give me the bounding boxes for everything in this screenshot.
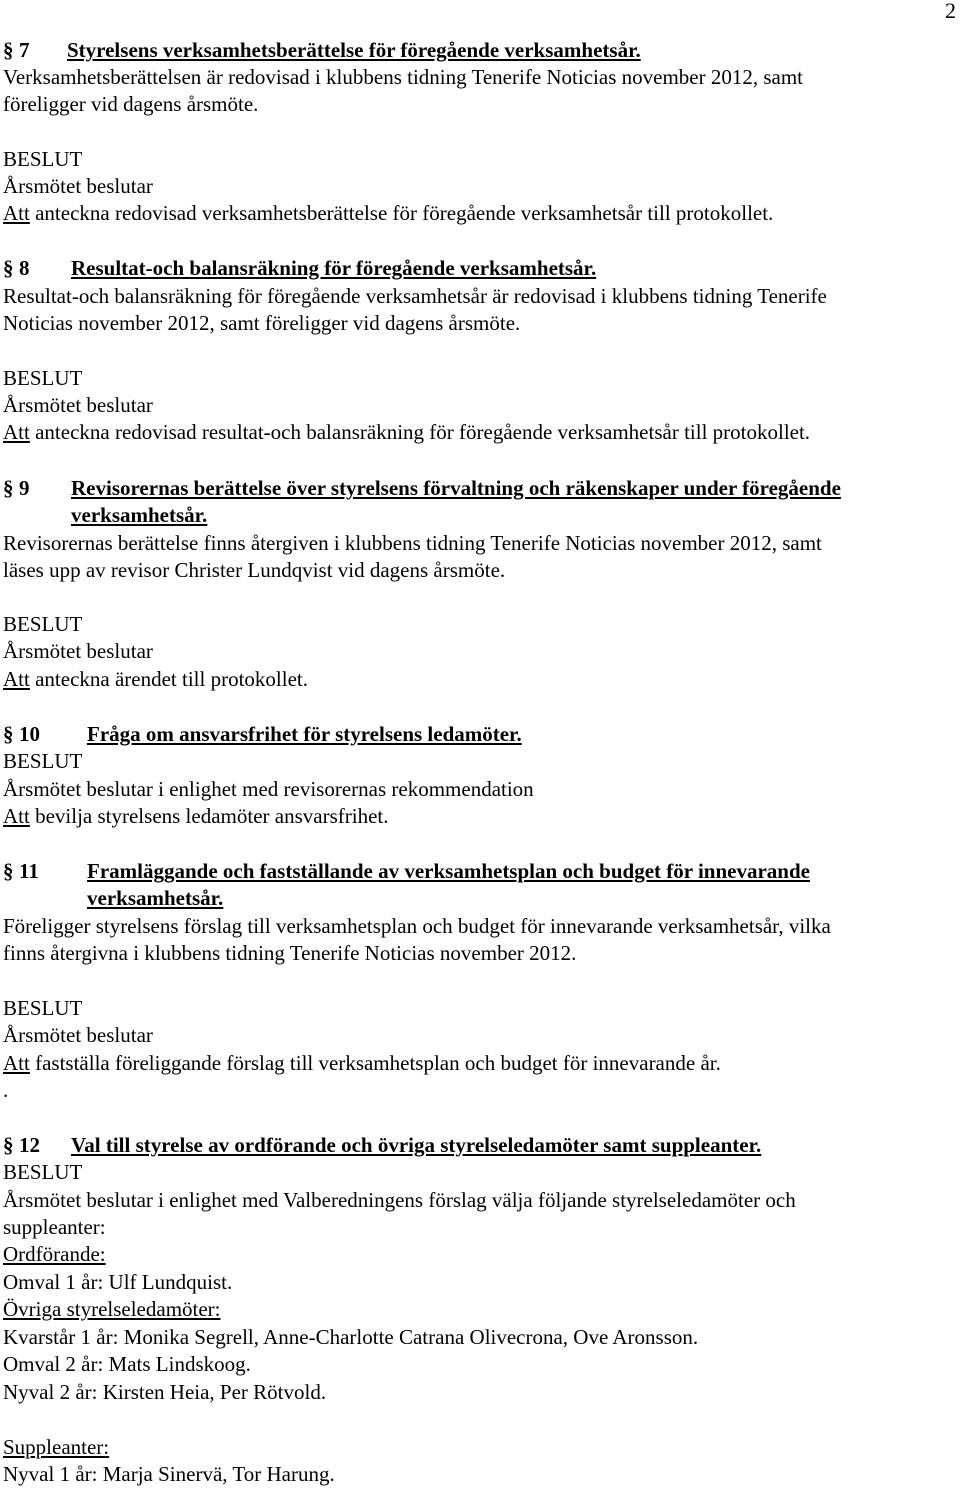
section-10-heading: [3, 722, 522, 746]
section-sign: §: [3, 859, 14, 883]
ordforande-label: [3, 1242, 106, 1266]
section-number: 12: [19, 1133, 40, 1157]
att-word: Att: [3, 1051, 30, 1075]
ovriga-value-3: Nyval 2 år: Kirsten Heia, Per Rötvold.: [3, 1380, 327, 1404]
att-text: anteckna redovisad resultat-och balansräkning för föregående verksamhetsår till protokollet.: [29, 420, 811, 444]
section-title: Val till styrelse av ordförande och övriga styrelseledamöter samt suppleanter.: [71, 1133, 762, 1157]
section-12-beslut-label: BESLUT: [3, 1160, 83, 1184]
section-title-line-1: Framläggande och fastställande av verksamhetsplan och budget för innevarande: [87, 859, 810, 883]
section-sign: §: [3, 256, 14, 280]
suppleanter-value: Nyval 1 år: Marja Sinervä, Tor Harung.: [3, 1462, 335, 1486]
suppleanter-label-text: Suppleanter:: [3, 1435, 110, 1459]
section-title-line-2: verksamhetsår.: [87, 886, 224, 910]
section-11-heading: [3, 859, 810, 883]
section-11-body-line-1: Föreligger styrelsens förslag till verksamhetsplan och budget för innevarande verksamhetsår, vilka: [3, 914, 831, 938]
section-12-beslut-text-line-2: suppleanter:: [3, 1215, 106, 1239]
section-number: 7: [19, 38, 30, 62]
section-sign: §: [3, 1133, 14, 1157]
section-11-beslut-text: Årsmötet beslutar: [3, 1023, 153, 1047]
section-8-beslut-label: BESLUT: [3, 366, 83, 390]
att-text: bevilja styrelsens ledamöter ansvarsfrihet.: [29, 804, 389, 828]
section-9-body-line-2: läses upp av revisor Christer Lundqvist vid dagens årsmöte.: [3, 558, 506, 582]
ovriga-value-1: Kvarstår 1 år: Monika Segrell, Anne-Charlotte Catrana Olivecrona, Ove Aronsson.: [3, 1325, 699, 1349]
section-9-heading: [3, 476, 841, 500]
section-title-line-2: verksamhetsår.: [71, 503, 208, 527]
att-word: Att: [3, 804, 30, 828]
section-12-heading: [3, 1133, 761, 1157]
suppleanter-label: [3, 1435, 109, 1459]
section-8-heading: [3, 256, 596, 280]
section-number: 11: [19, 859, 39, 883]
section-11-att-line: [3, 1051, 721, 1075]
section-7-body-line-2: föreligger vid dagens årsmöte.: [3, 92, 259, 116]
section-7-heading: [3, 38, 641, 62]
section-10-att-line: [3, 804, 388, 828]
ordforande-label-text: Ordförande:: [3, 1242, 106, 1266]
ovriga-label: [3, 1297, 221, 1321]
section-12-beslut-text-line-1: Årsmötet beslutar i enlighet med Valberedningens förslag välja följande styrelseledamöter och: [3, 1188, 796, 1212]
section-7-beslut-text: Årsmötet beslutar: [3, 174, 153, 198]
section-sign: §: [3, 476, 14, 500]
att-text: fastställa föreliggande förslag till verksamhetsplan och budget för innevarande år.: [29, 1051, 721, 1075]
section-sign: §: [3, 38, 14, 62]
section-7-beslut-label: BESLUT: [3, 147, 83, 171]
section-sign: §: [3, 722, 14, 746]
section-9-beslut-label: BESLUT: [3, 612, 83, 636]
ovriga-value-2: Omval 2 år: Mats Lindskoog.: [3, 1352, 251, 1376]
att-text: anteckna ärendet till protokollet.: [29, 667, 308, 691]
ordforande-value: Omval 1 år: Ulf Lundquist.: [3, 1270, 233, 1294]
section-title: Resultat-och balansräkning för föregående verksamhetsår.: [71, 256, 597, 280]
section-9-beslut-text: Årsmötet beslutar: [3, 639, 153, 663]
section-7-att-line: [3, 201, 773, 225]
section-8-body-line-2: Noticias november 2012, samt föreligger vid dagens årsmöte.: [3, 311, 521, 335]
att-word: Att: [3, 420, 30, 444]
att-word: Att: [3, 201, 30, 225]
section-7-body-line-1: Verksamhetsberättelsen är redovisad i klubbens tidning Tenerife Noticias november 2012, samt: [3, 65, 804, 89]
section-title: Fråga om ansvarsfrihet för styrelsens ledamöter.: [87, 722, 522, 746]
section-9-body-line-1: Revisorernas berättelse finns återgiven i klubbens tidning Tenerife Noticias november 2012, samt: [3, 531, 822, 555]
section-9-heading-line-2: [71, 503, 207, 527]
section-10-beslut-text: Årsmötet beslutar i enlighet med revisorernas rekommendation: [3, 777, 534, 801]
section-title: Styrelsens verksamhetsberättelse för föregående verksamhetsår.: [67, 38, 641, 62]
att-text: anteckna redovisad verksamhetsberättelse för föregående verksamhetsår till protokollet.: [29, 201, 774, 225]
section-9-att-line: [3, 667, 308, 691]
att-word: Att: [3, 667, 30, 691]
section-number: 8: [19, 256, 30, 280]
section-11-heading-line-2: [87, 886, 223, 910]
section-11-stray-dot: .: [3, 1078, 9, 1102]
section-number: 9: [19, 476, 30, 500]
section-8-beslut-text: Årsmötet beslutar: [3, 393, 153, 417]
section-11-body-line-2: finns återgivna i klubbens tidning Tenerife Noticias november 2012.: [3, 941, 577, 965]
section-title-line-1: Revisorernas berättelse över styrelsens förvaltning och räkenskaper under föregående: [71, 476, 841, 500]
section-8-att-line: [3, 420, 810, 444]
ovriga-label-text: Övriga styrelseledamöter:: [3, 1297, 221, 1321]
section-8-body-line-1: Resultat-och balansräkning för föregående verksamhetsår är redovisad i klubbens tidning Tenerife: [3, 284, 827, 308]
section-11-beslut-label: BESLUT: [3, 996, 83, 1020]
section-10-beslut-label: BESLUT: [3, 749, 83, 773]
section-number: 10: [19, 722, 40, 746]
page-number: 2: [945, 0, 956, 23]
